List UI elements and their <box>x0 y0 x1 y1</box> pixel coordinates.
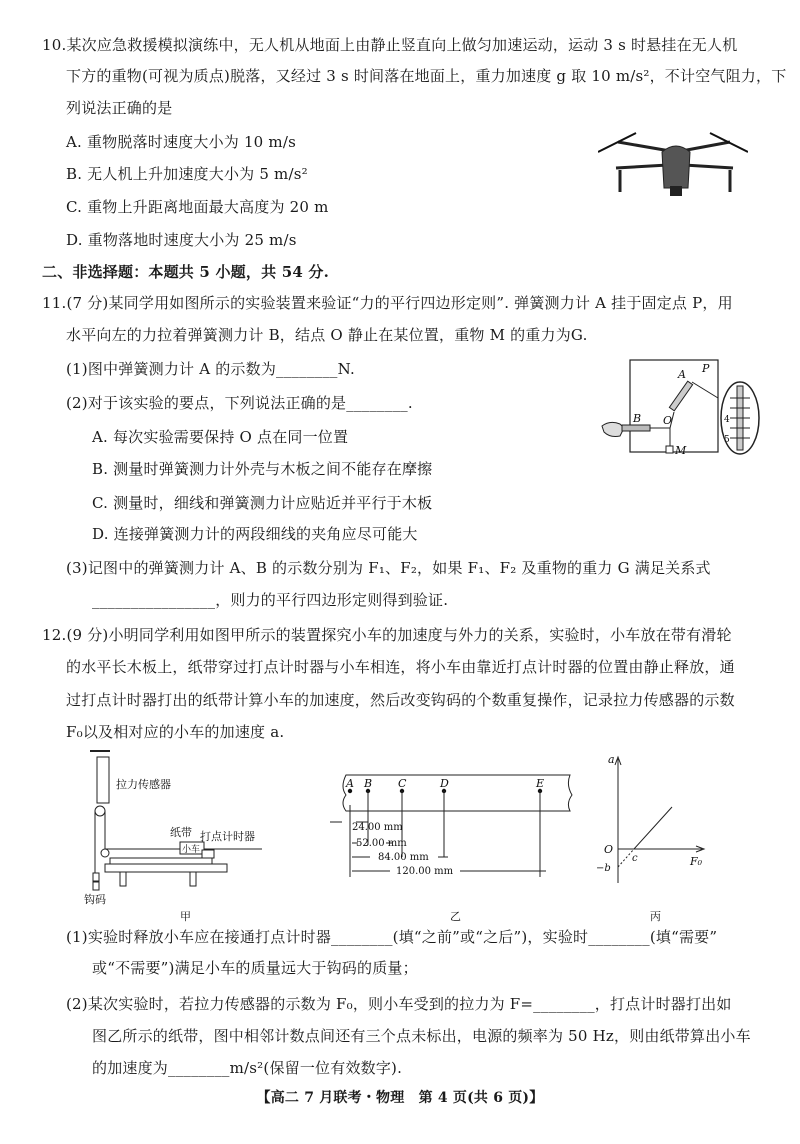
q11-sub-2: (2)对于该实验的要点，下列说法正确的是________. <box>66 394 413 412</box>
q12-sub-2-line-2: 图乙所示的纸带，图中相邻计数点间还有三个点未标出，电源的频率为 50 Hz，则由纸带算出小车 <box>92 1027 751 1045</box>
intercept-b: −b <box>596 863 611 874</box>
axis-a: a <box>608 753 615 766</box>
origin-o: O <box>604 843 614 856</box>
dist-ad: 84.00 mm <box>378 852 429 863</box>
label-weights: 钩码 <box>84 893 106 906</box>
q12-stem-line-4: F₀以及相对应的小车的加速度 a. <box>66 723 285 741</box>
q12-sub-2-line-1: (2)某次实验时，若拉力传感器的示数为 F₀，则小车受到的拉力为 F=________，打点计时器打出如 <box>66 995 732 1013</box>
q11-sub-3-line-1: (3)记图中的弹簧测力计 A、B 的示数分别为 F₁、F₂，如果 F₁、F₂ 及重物的重力 G 满足关系式 <box>66 559 711 577</box>
figure-jia <box>60 745 310 925</box>
tape-label-b: B <box>364 777 373 790</box>
label-sensor: 拉力传感器 <box>116 778 171 791</box>
q11-apparatus-figure <box>600 358 760 458</box>
q12-stem-line-1: 12.(9 分)小明同学利用如图甲所示的装置探究小车的加速度与外力的关系，实验时，小车放在带有滑轮 <box>42 626 732 644</box>
q11-stem-line-2: 水平向左的力拉着弹簧测力计 B，结点 O 静止在某位置，重物 M 的重力为G. <box>66 326 588 344</box>
q11-stem-line-1: 11.(7 分)某同学用如图所示的实验装置来验证“力的平行四边形定则”. 弹簧测力计 A 挂于固定点 P，用 <box>42 294 733 312</box>
q10-stem-line-3: 列说法正确的是 <box>66 99 173 117</box>
q10-option-b: B. 无人机上升加速度大小为 5 m/s² <box>66 165 308 183</box>
section-heading: 二、非选择题：本题共 5 小题，共 54 分. <box>42 263 330 281</box>
dist-ae: 120.00 mm <box>396 866 454 877</box>
label-b: B <box>633 412 642 425</box>
label-cart: 小车 <box>182 845 201 855</box>
q11-option-c: C. 测量时，细线和弹簧测力计应贴近并平行于木板 <box>92 494 433 512</box>
figure-bing <box>590 745 720 925</box>
intercept-c: c <box>632 853 638 864</box>
q10-option-c: C. 重物上升距离地面最大高度为 20 m <box>66 198 329 216</box>
tape-label-e: E <box>536 777 545 790</box>
label-o: O <box>663 414 673 427</box>
label-a: A <box>678 368 686 381</box>
q12-sub-1-line-2: 或“不需要”)满足小车的质量远大于钩码的质量； <box>92 959 418 977</box>
q10-stem-line-1: 10.某次应急救援模拟演练中，无人机从地面上由静止竖直向上做匀加速运动，运动 3 s 时悬挂在无人机 <box>42 36 738 54</box>
q12-sub-2-line-3: 的加速度为________m/s²(保留一位有效数字). <box>92 1059 403 1077</box>
dist-ab: 24.00 mm <box>352 822 403 833</box>
q11-sub-1: (1)图中弹簧测力计 A 的示数为________N. <box>66 360 355 378</box>
q12-stem-line-2: 的水平长木板上，纸带穿过打点计时器与小车相连，将小车由靠近打点计时器的位置由静止释放，通 <box>66 658 735 676</box>
label-timer: 打点计时器 <box>200 830 255 843</box>
label-m: M <box>675 444 687 457</box>
caption-jia: 甲 <box>180 910 191 923</box>
tape-label-d: D <box>440 777 449 790</box>
q10-stem-line-2: 下方的重物(可视为质点)脱落，又经过 3 s 时间落在地面上，重力加速度 g 取 10 m/s²，不计空气阻力，下 <box>66 67 787 85</box>
q12-stem-line-3: 过打点计时器打出的纸带计算小车的加速度，然后改变钩码的个数重复操作，记录拉力传感器的示数 <box>66 691 735 709</box>
q11-option-a: A. 每次实验需要保持 O 点在同一位置 <box>92 428 349 446</box>
caption-yi: 乙 <box>450 910 461 923</box>
q10-option-d: D. 重物落地时速度大小为 25 m/s <box>66 231 297 249</box>
q11-option-d: D. 连接弹簧测力计的两段细线的夹角应尽可能大 <box>92 525 418 543</box>
dist-ac: 52.00 mm <box>356 838 407 849</box>
page-footer: 【高二 7 月联考・物理 第 4 页(共 6 页)】 <box>256 1090 544 1106</box>
label-p: P <box>702 362 710 375</box>
axis-f0: F₀ <box>690 855 703 868</box>
tape-label-a: A <box>346 777 354 790</box>
drone-image <box>598 130 748 200</box>
label-tape: 纸带 <box>170 826 192 839</box>
scale-5: 5 <box>724 435 730 445</box>
q11-option-b: B. 测量时弹簧测力计外壳与木板之间不能存在摩擦 <box>92 460 433 478</box>
q12-sub-1-line-1: (1)实验时释放小车应在接通打点计时器________(填“之前”或“之后”)，实验时________(填“需要” <box>66 928 718 946</box>
caption-bing: 丙 <box>650 910 661 923</box>
q11-sub-3-line-2: ________________，则力的平行四边形定则得到验证. <box>92 591 449 609</box>
tape-label-c: C <box>398 777 407 790</box>
figure-yi <box>330 745 590 925</box>
q10-option-a: A. 重物脱落时速度大小为 10 m/s <box>66 133 296 151</box>
scale-4: 4 <box>724 415 730 425</box>
